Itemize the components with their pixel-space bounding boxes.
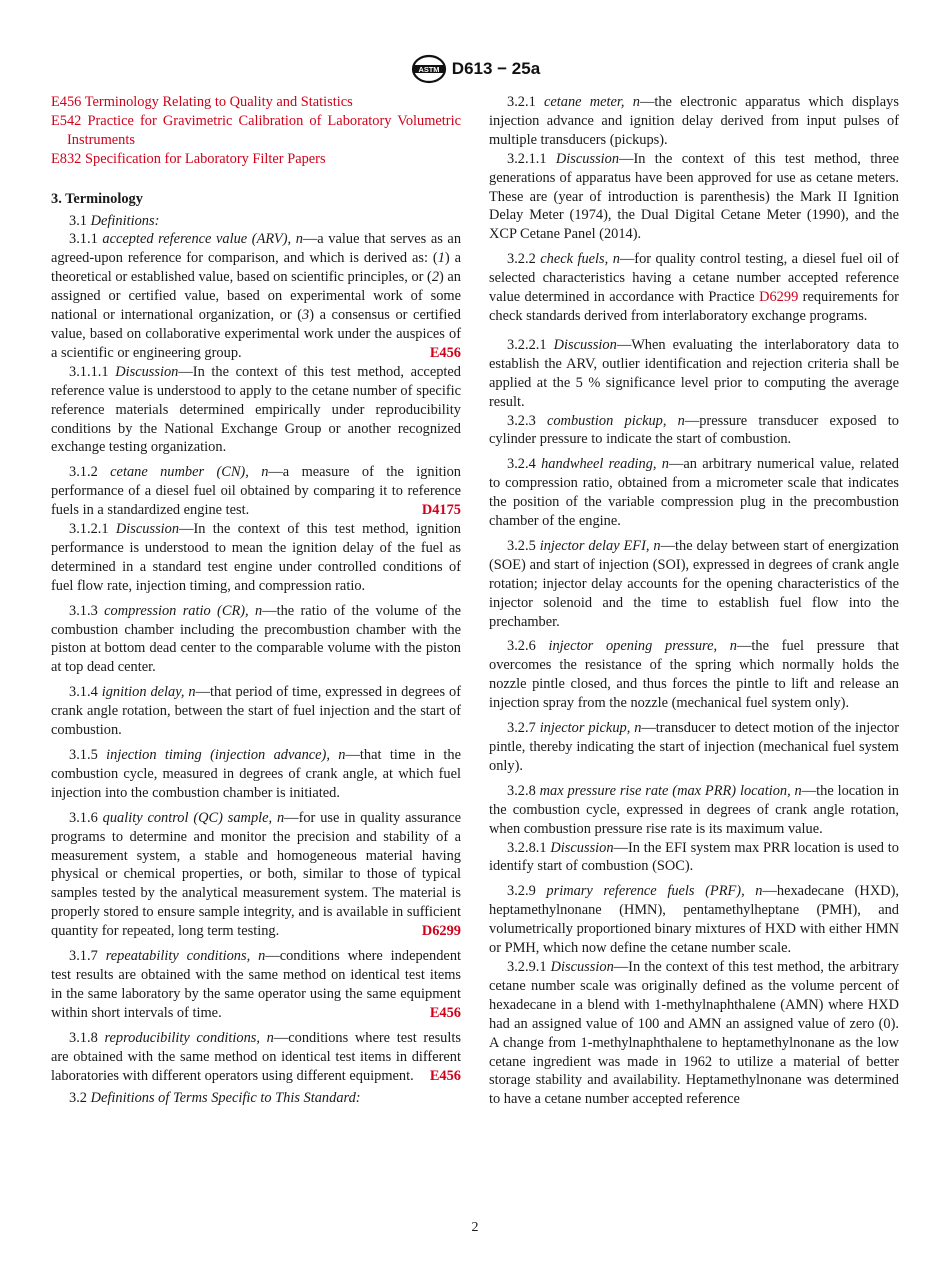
definition-3-2-4: 3.2.4 handwheel reading, n—an arbitrary numerical value, related to compression ratio, obtained from a micrometer scale that indicates the position of the variable compression plug in the precombustion chamber of the engine. — [489, 456, 900, 530]
ref-title-link[interactable]: Practice for Gravimetric Calibration of Laboratory Volumetric Instruments — [67, 112, 461, 148]
para-number: 3.1 — [69, 212, 87, 229]
term: injection timing (injection advance), n — [106, 747, 346, 763]
definition-3-1-6: 3.1.6 quality control (QC) sample, n—for use in quality assurance programs to determine and monitor the precision and stability of a measurement system, a stable and homogeneous material having physical or chemical properties, or both, similar to those of typical samples tested by the analytical measurement system. The material is properly stored to ensure sample integrity, and is available in sufficient quantity for repeated, long term testing. D6299 — [51, 809, 462, 940]
definition-3-1-7: 3.1.7 repeatability conditions, n—conditions where independent test results are obtained with the same method on identical test items in the same laboratory by the same operator using the same equipment within short intervals of time. E456 — [51, 948, 462, 1021]
definition-3-1-3: 3.1.3 compression ratio (CR), n—the ratio of the volume of the combustion chamber including the precombustion chamber with the piston at bottom dead center to the comparable volume with the piston at top dead center. — [51, 602, 461, 676]
para-label: Definitions: — [90, 212, 160, 229]
term: ignition delay, n — [101, 684, 196, 701]
discussion-3-2-1-1: 3.2.1.1 Discussion—In the context of this test method, three generations of apparatus have been approved for use as cetane meters. These are (year of introduction is parenthesis) the Mark II Ignition Delay Meter (1974), the Dual Digital Cetane Meter (1990), and the XCP Cetane Panel (2014). — [489, 150, 899, 243]
term: reproducibility conditions, n — [104, 1029, 274, 1046]
term: cetane number (CN), n — [110, 464, 269, 481]
term: quality control (QC) sample, n — [102, 809, 285, 826]
designation: D613 − 25a — [451, 59, 541, 78]
definition-3-2-8: 3.2.8 max pressure rise rate (max PRR) location, n—the location in the combustion cycle, expressed in degrees of crank angle rotation, when combustion pressure rise rate is its maximum value. — [489, 782, 899, 837]
citation-link[interactable]: E456 — [429, 1067, 461, 1084]
citation-link[interactable]: D4175 — [421, 502, 461, 519]
reference-item — [51, 112, 461, 150]
citation-link[interactable]: E456 — [429, 344, 461, 361]
citation-link[interactable]: D6299 — [421, 923, 461, 940]
term: max pressure rise rate (max PRR) location, n — [539, 782, 802, 799]
ref-code-link[interactable]: E456 — [51, 94, 82, 110]
discussion-3-1-1-1: 3.1.1.1 Discussion—In the context of this test method, accepted reference value is understood to apply to the cetane number of specific reference materials determined empirically under reproducibility conditions by the National Exchange Group or another recognized exchange testing organization. — [51, 363, 461, 456]
term: cetane meter, n — [544, 94, 640, 110]
citation-link[interactable]: E456 — [429, 1004, 461, 1021]
term: check fuels, n — [540, 251, 620, 268]
ref-title-link[interactable]: Specification for Laboratory Filter Papers — [85, 150, 326, 167]
definition-3-2-6: 3.2.6 injector opening pressure, n—the fuel pressure that overcomes the resistance of the spring which normally holds the nozzle pintle closed, and thus forces the pintle to lift and release an injection spray from the nozzle (mechanical fuel system only). — [489, 638, 899, 712]
definition-3-2-7: 3.2.7 injector pickup, n—transducer to detect motion of the injector pintle, thereby indicating the start of injection (mechanical fuel system only). — [489, 720, 899, 774]
term: combustion pickup, n — [546, 412, 685, 429]
definition-3-2-2: 3.2.2 check fuels, n—for quality control testing, a diesel fuel oil of selected characteristics having a cetane number accepted reference value determined in accordance with Practice D6299 requirements for check standards derived from interlaboratory exchange programs. — [489, 251, 899, 324]
term: accepted reference value (ARV), n — [102, 231, 303, 248]
definition-3-2-1: 3.2.1 cetane meter, n—the electronic apparatus which displays injection advance and ignition delay derived from input pulses of multiple transducers (pickups). — [489, 94, 899, 148]
term: injector delay EFI, n — [539, 537, 661, 554]
term: handwheel reading, n — [541, 456, 669, 473]
definition-3-1-8: 3.1.8 reproducibility conditions, n—conditions where test results are obtained with the same method on identical test items in different laboratories with different operators using different equipment. E456 — [51, 1029, 461, 1084]
definition-3-1-4: 3.1.4 ignition delay, n—that period of time, expressed in degrees of crank angle rotation, between the start of fuel injection and the start of combustion. — [51, 684, 461, 739]
definition-3-1-2: 3.1.2 cetane number (CN), n—a measure of the ignition performance of a diesel fuel oil obtained by comparing it to reference fuels in a standardized engine test. D4175 — [51, 464, 461, 519]
astm-logo-text: ASTM — [418, 64, 440, 74]
discussion-3-2-2-1: 3.2.2.1 Discussion—When evaluating the interlaboratory data to establish the ARV, outlier identification and rejection criteria shall be applied at the 5 % significance level prior to computing the average result. — [489, 336, 899, 410]
right-column — [489, 93, 899, 1109]
ref-title-link[interactable]: Terminology Relating to Quality and Statistics — [84, 94, 353, 110]
definition-3-2-9: 3.2.9 primary reference fuels (PRF), n—hexadecane (HXD), heptamethylnonane (HMN), pentamethylheptane (PMH), and volumetrically proportioned binary mixtures of HXD with either HMN or PMH, which now define the cetane number scale. — [489, 883, 900, 957]
page-number: 2 — [471, 1220, 479, 1235]
definition-3-2-5: 3.2.5 injector delay EFI, n—the delay between start of energization (SOE) and start of injection (SOI), expressed in degrees of crank angle rotation; injector delay accounts for the opening characteristics of the injector solenoid and the time to establish fuel flow into the prechamber. — [489, 537, 899, 630]
term: repeatability conditions, n — [105, 948, 266, 965]
discussion-3-2-9-1: 3.2.9.1 Discussion—In the context of this test method, the arbitrary cetane number scale was originally defined as the volume percent of hexadecane in a blend with 1-methylnaphthalene (AMN) where HXD had an assigned value of 100 and AMN an assigned value of zero (0). A change from 1-methylnaphthalene to heptamethylnonane as the low cetane ingredient was made in 1962 to utilize a material of better storage stability and availability. Heptamethylnonane was determined to have a cetane number accepted reference — [489, 958, 899, 1108]
section-title: 3. Terminology — [51, 190, 143, 207]
term: compression ratio (CR), n — [104, 602, 263, 619]
ref-code-link[interactable]: E832 — [51, 150, 82, 167]
left-column — [51, 93, 461, 1108]
definitions-heading — [51, 212, 461, 231]
reference-item — [51, 93, 461, 112]
reference-item — [51, 150, 461, 169]
term: injector opening pressure, n — [548, 638, 737, 655]
ref-code-link[interactable]: E542 — [51, 112, 82, 129]
definitions-specific-heading: 3.2 Definitions of Terms Specific to This Standard: — [69, 1090, 361, 1107]
discussion-3-1-2-1: 3.1.2.1 Discussion—In the context of this test method, ignition performance is understood to mean the ignition delay of the fuel as determined in a standard test engine under controlled conditions of fuel flow rate, injection timing, and compression ratio. — [51, 521, 461, 594]
page-header — [0, 52, 950, 86]
term: injector pickup, n — [539, 720, 642, 737]
definition-3-1-1: 3.1.1 accepted reference value (ARV), n—a value that serves as an agreed-upon reference for comparison, and which is derived as: (1) a theoretical or established value, based on scientific principles, or (2) an assigned or certified value, based on experimental work of some national or international organization, or (3) a consensus or certified value, based on collaborative experimental work under the auspices of a scientific or engineering group. E456 — [51, 231, 462, 361]
definition-3-1-5: 3.1.5 injection timing (injection advance), n—that time in the combustion cycle, measured in degrees of crank angle, at which fuel injection into the combustion chamber is initiated. — [51, 747, 461, 801]
astm-logo-icon — [410, 54, 448, 84]
discussion-3-2-8-1: 3.2.8.1 Discussion—In the EFI system max PRR location is used to identify start of combustion (SOC). — [489, 839, 899, 875]
definition-3-2-3: 3.2.3 combustion pickup, n—pressure transducer exposed to cylinder pressure to indicate the start of combustion. — [489, 412, 899, 448]
term: primary reference fuels (PRF), n — [546, 883, 763, 900]
practice-link[interactable]: D6299 — [759, 289, 799, 306]
